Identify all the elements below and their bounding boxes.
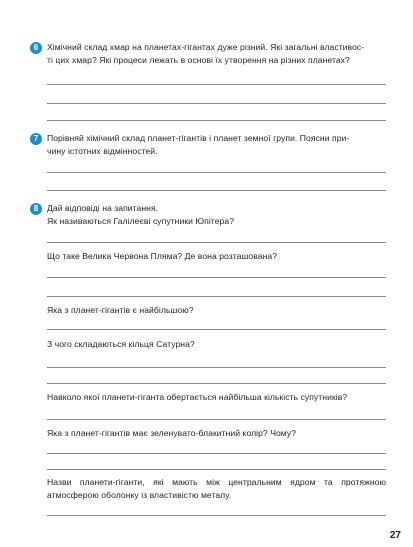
answer-line[interactable] <box>47 329 386 330</box>
answer-line[interactable] <box>47 190 386 191</box>
answer-line[interactable] <box>47 383 386 384</box>
answer-line[interactable] <box>47 367 386 368</box>
question-text: чину істотних відмінностей. <box>47 146 158 156</box>
answer-line[interactable] <box>47 515 386 516</box>
sub-question: Назви планети-гіганти, які мають між центральним ядром та протяжною атмосферою оболонку із властивістю металу. <box>47 477 386 500</box>
question-text: Порівняй хімічний склад планет-гігантів і планет земної групи. Поясни при- <box>47 133 350 143</box>
answer-line[interactable] <box>47 419 386 420</box>
sub-question: Що таке Велика Червона Пляма? Де вона розташована? <box>47 251 278 261</box>
answer-line[interactable] <box>47 469 386 470</box>
sub-question: Яка з планет-гігантів є найбільшою? <box>47 305 194 315</box>
sub-question: Навколо якої планети-гіганта обертається найбільша кількість супутників? <box>47 392 348 402</box>
question-intro: Дай відповіді на запитання. <box>47 203 159 213</box>
sub-question: З чого складаються кільця Сатурна? <box>47 339 195 349</box>
question-number-badge: 6 <box>30 42 42 54</box>
answer-line[interactable] <box>47 277 386 278</box>
question-text: ті цих хмар? Які процеси лежать в основі їх утворення на різних планетах? <box>47 55 350 65</box>
answer-line[interactable] <box>47 84 386 85</box>
page-number: 27 <box>389 530 401 541</box>
question-number-badge: 8 <box>30 203 42 215</box>
answer-line[interactable] <box>47 103 386 104</box>
answer-line[interactable] <box>47 172 386 173</box>
answer-line[interactable] <box>47 242 386 243</box>
sub-question: Як називаються Галілеєві супутники Юпітера? <box>47 216 235 226</box>
sub-question: Яка з планет-гігантів має зеленувато-блакитний колір? Чому? <box>47 428 297 438</box>
question-number-badge: 7 <box>30 133 42 145</box>
question-text: Хімічний склад хмар на планетах-гігантах дуже різний. Які загальні властивос- <box>47 42 365 52</box>
answer-line[interactable] <box>47 453 386 454</box>
answer-line[interactable] <box>47 296 386 297</box>
answer-line[interactable] <box>47 120 386 121</box>
